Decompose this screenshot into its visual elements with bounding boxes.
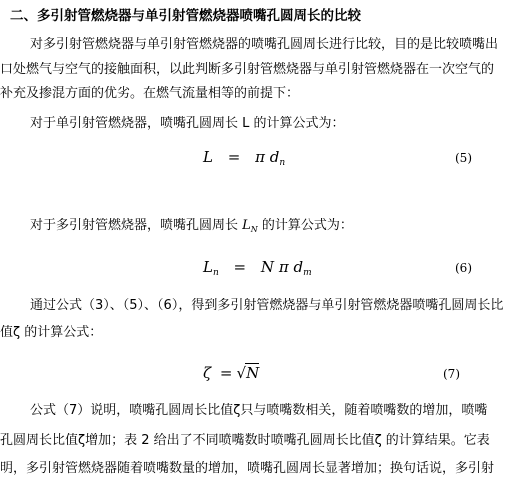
derivation-line-1: 通过公式（3）、（5）、（6），得到多引射管燃烧器与单引射管燃烧器喷嘴孔圆周长比 (30, 298, 504, 313)
equation-6 (203, 258, 312, 282)
eq6-equals: = (233, 258, 247, 276)
multi-intro-post: 的计算公式为： (257, 218, 353, 233)
eq6-n: N (260, 258, 275, 276)
section-heading: 二、多引射管燃烧器与单引射管燃烧器喷嘴孔圆周长的比较 (10, 8, 361, 24)
single-injector-intro: 对于单引射管燃烧器，喷嘴孔圆周长 L 的计算公式为： (30, 116, 345, 131)
eq7-equals: = (219, 364, 233, 382)
derivation-line-2: 值ζ 的计算公式： (0, 325, 103, 340)
eq6-lhs-sub: n (212, 268, 219, 278)
equation-7-number: (7) (443, 367, 460, 381)
eq5-lhs: L (203, 148, 213, 166)
eq7-radical: √ (236, 364, 247, 382)
equation-7 (203, 363, 259, 382)
intro-paragraph-line-3: 补充及掺混方面的优劣。在燃气流量相等的前提下： (0, 86, 300, 101)
multi-injector-intro (30, 218, 532, 238)
eq5-d-sub: n (279, 158, 286, 168)
explanation-line-3: 明，多引射管燃烧器随着喷嘴数量的增加，喷嘴孔圆周长显著增加；换句话说，多引射 (0, 461, 495, 476)
eq6-lhs: L (203, 258, 213, 276)
equation-5 (203, 148, 285, 172)
eq6-d: d (293, 258, 304, 276)
intro-paragraph-line-2: 口处燃气与空气的接触面积，以此判断多引射管燃烧器与单引射管燃烧器在一次空气的 (0, 62, 495, 77)
eq6-d-sub: m (303, 268, 312, 278)
equation-5-number: (5) (455, 151, 472, 165)
intro-paragraph-line-1: 对多引射管燃烧器与单引射管燃烧器的喷嘴孔圆周长进行比较，目的是比较喷嘴出 (30, 37, 499, 52)
eq7-radicand: N (246, 364, 260, 382)
eq5-pi: π (255, 148, 265, 166)
multi-intro-var: $L_N$ (242, 218, 258, 234)
multi-intro-pre: 对于多引射管燃烧器，喷嘴孔圆周长 (30, 218, 243, 233)
eq5-d: d (269, 148, 280, 166)
eq5-equals: = (227, 148, 241, 166)
eq6-pi: π (278, 258, 289, 276)
explanation-line-2: 孔圆周长比值ζ增加；表 2 给出了不同喷嘴数时喷嘴孔圆周长比值ζ 的计算结果。它表 (0, 433, 490, 448)
equation-6-number: (6) (455, 261, 472, 275)
explanation-line-1: 公式（7）说明，喷嘴孔圆周长比值ζ只与喷嘴数相关，随着喷嘴数的增加，喷嘴 (30, 403, 488, 418)
eq7-lhs: ζ (203, 364, 212, 382)
